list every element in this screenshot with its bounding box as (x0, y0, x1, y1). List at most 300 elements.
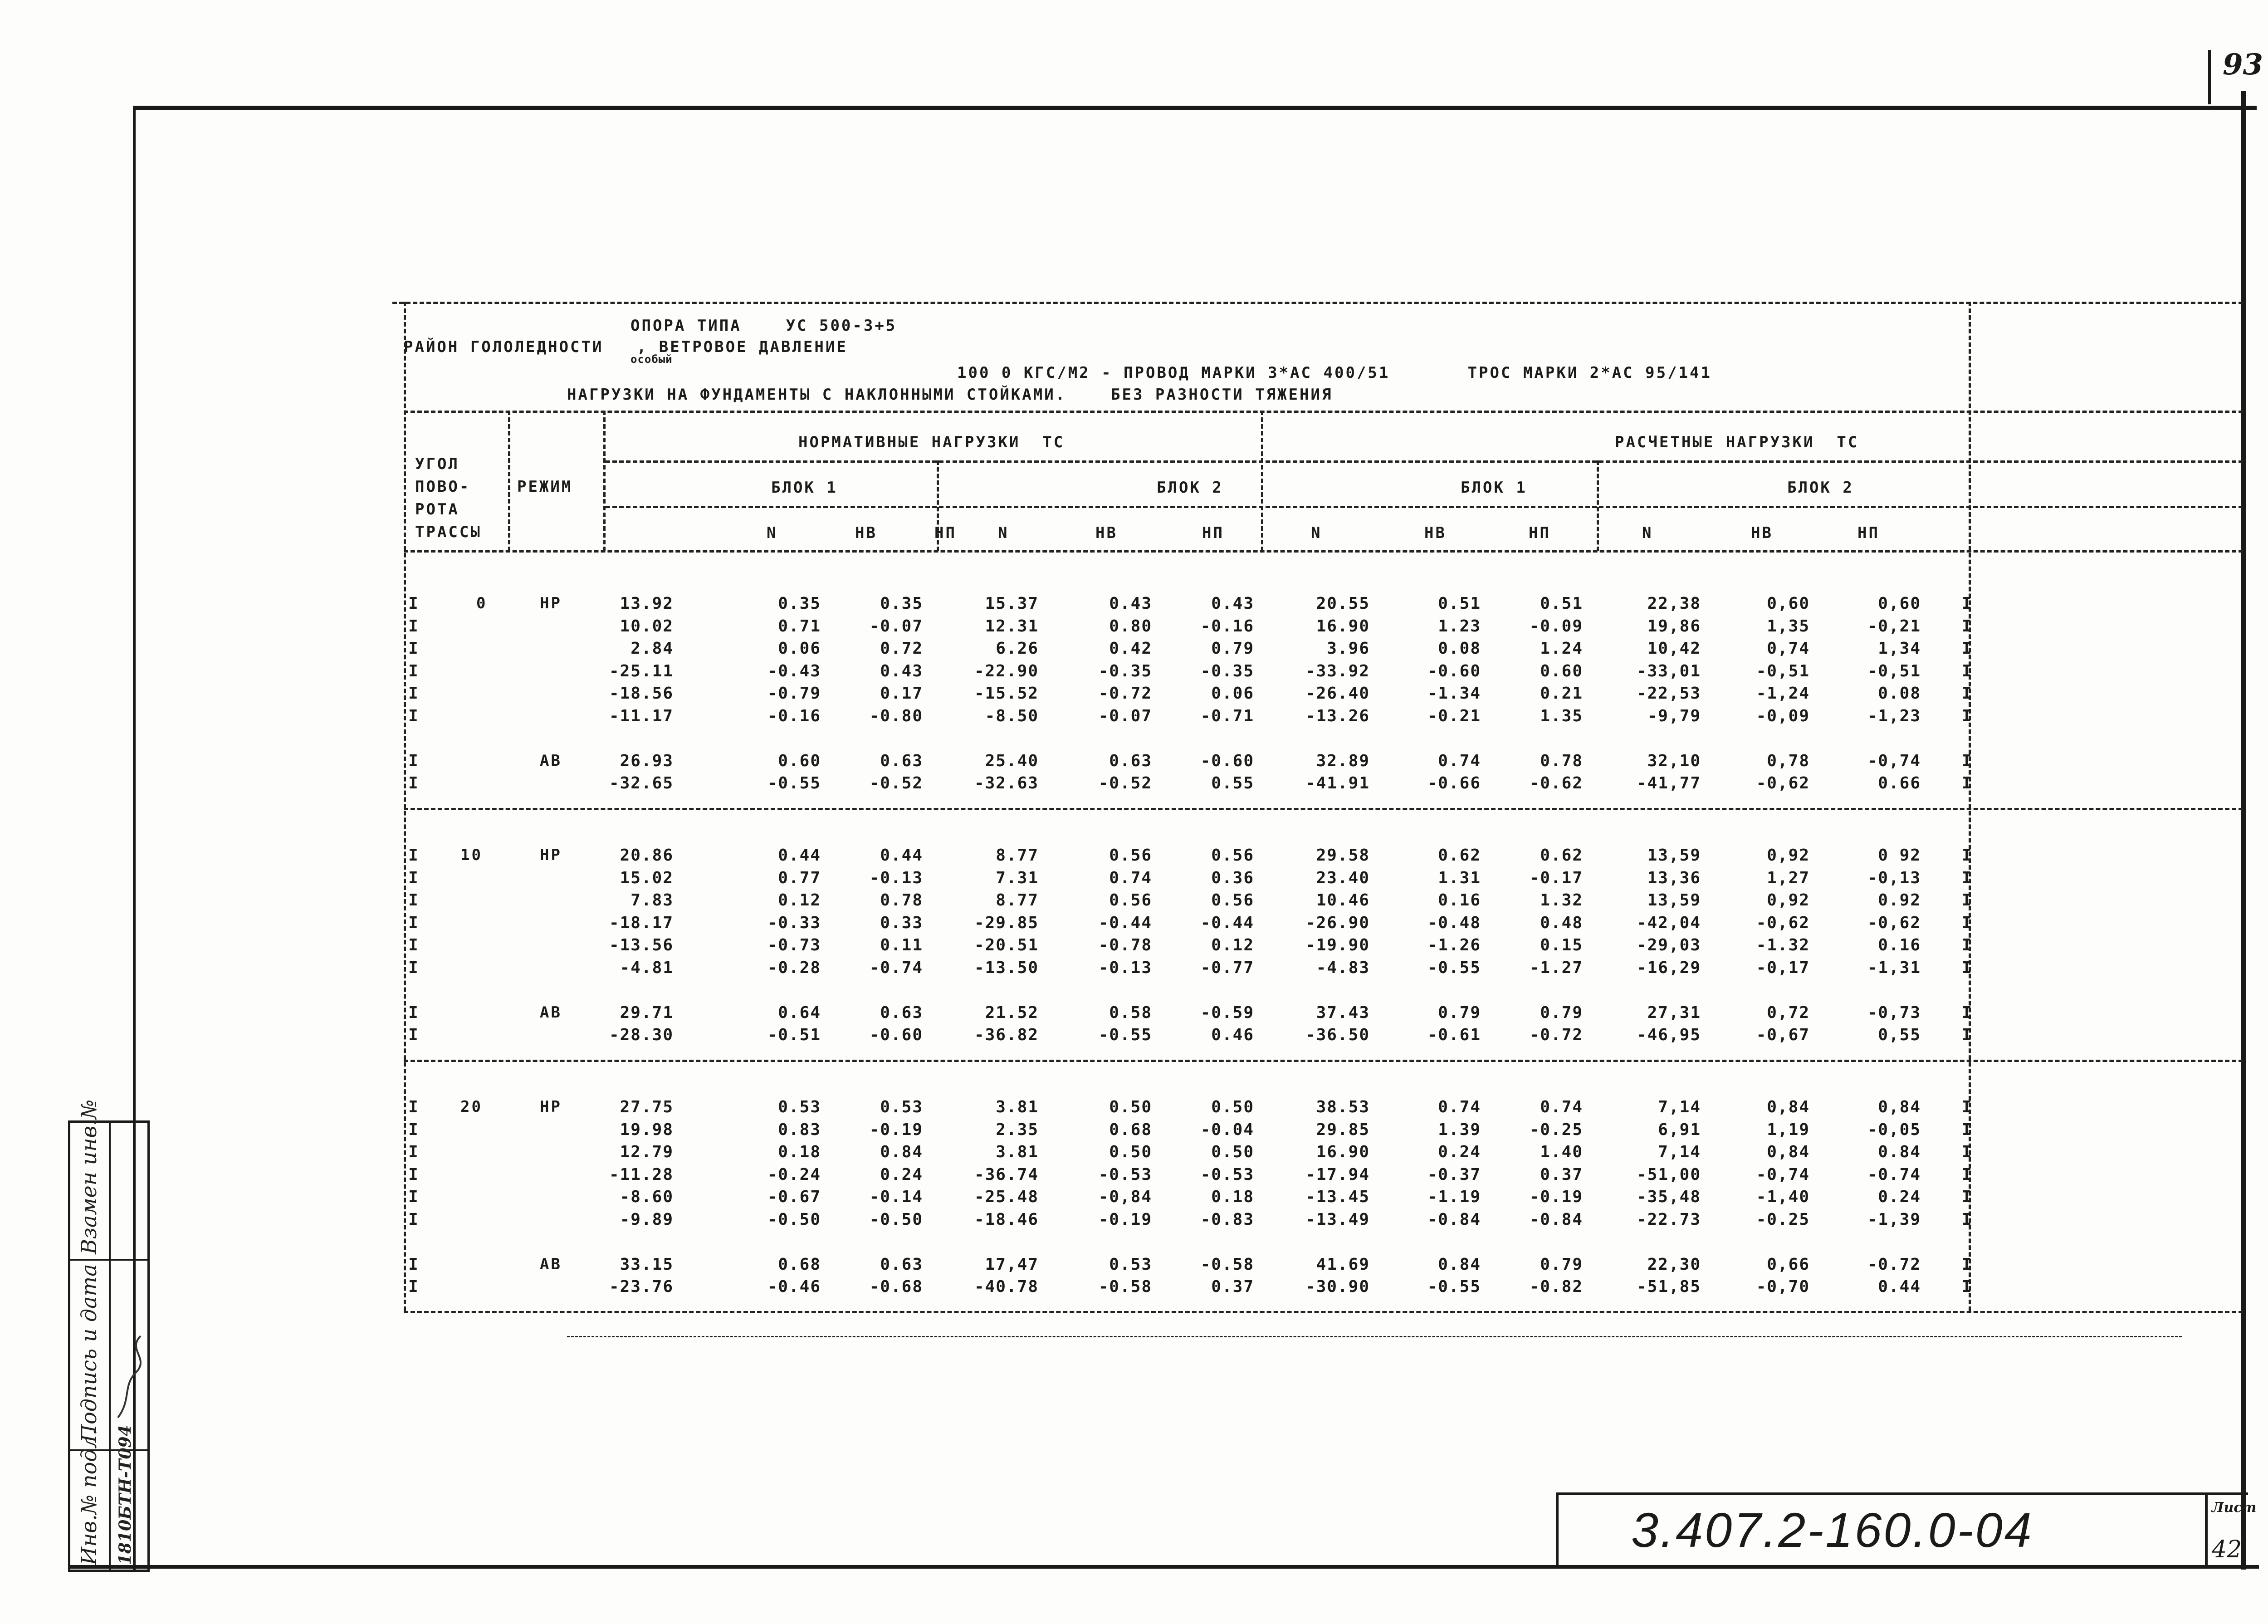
table-cell: -0.52 (869, 774, 923, 792)
table-cell: 16.90 (1316, 616, 1370, 636)
table-cell: 32.89 (1316, 751, 1370, 770)
normative-loads-header: НОРМАТИВНЫЕ НАГРУЗКИ ТС (798, 433, 1065, 451)
table-cell: 26.93 (620, 751, 674, 770)
table-cell: 15.37 (985, 594, 1039, 613)
table-cell: 0,84 (1767, 1143, 1810, 1161)
angle-value: 10 (460, 846, 483, 864)
table-cell: 1,27 (1767, 868, 1810, 887)
table-cell: -0,74 (1867, 751, 1921, 770)
table-cell: 0.16 (1438, 891, 1481, 910)
angle-header-1: УГОЛ (415, 455, 459, 473)
table-cell: 0.66 (1878, 774, 1921, 792)
table-cell: -1.27 (1529, 958, 1583, 977)
table-cell: 1,19 (1767, 1120, 1810, 1139)
table-cell: 0.24 (880, 1165, 923, 1184)
table-cell: -0.60 (869, 1026, 923, 1044)
table-cell: 1.40 (1540, 1143, 1583, 1161)
table-cell: 0.24 (1878, 1188, 1921, 1206)
group-separator (404, 808, 2243, 810)
row-margin-mark: I (408, 684, 418, 703)
table-cell: 0.51 (1438, 594, 1481, 613)
header-line-2-note: особый (631, 353, 673, 366)
table-cell: 15.02 (620, 868, 674, 887)
row-margin-mark: I (1962, 958, 1972, 977)
table-cell: 1.32 (1540, 891, 1583, 910)
table-cell: -0,09 (1756, 706, 1810, 725)
table-cell: 6.26 (996, 639, 1039, 658)
table-cell: -33.92 (1305, 661, 1370, 680)
table-cell: 19,86 (1647, 616, 1701, 636)
table-cell: 22,30 (1647, 1255, 1701, 1274)
col-header-9: НП (1529, 524, 1551, 542)
table-cell: -0.37 (1427, 1165, 1481, 1184)
table-cell: -0.44 (1200, 913, 1254, 932)
table-cell: 0.24 (1438, 1143, 1481, 1161)
table-cell: 8.77 (996, 891, 1039, 910)
table-cell: 38.53 (1316, 1098, 1370, 1116)
table-cell: 0.78 (880, 891, 923, 910)
table-cell: -30.90 (1305, 1277, 1370, 1296)
table-cell: -1,40 (1756, 1188, 1810, 1206)
table-cell: 0.53 (778, 1098, 821, 1116)
table-cell: 0,60 (1767, 594, 1810, 613)
table-cell: -36.50 (1305, 1026, 1370, 1044)
table-cell: 7.31 (996, 868, 1039, 887)
table-cell: 0.53 (880, 1098, 923, 1116)
group-header-rule (606, 460, 2243, 463)
row-margin-mark: I (1962, 594, 1972, 613)
row-margin-mark: I (1962, 1210, 1972, 1229)
table-cell: 20.55 (1316, 594, 1370, 613)
signature-scribble (113, 1331, 145, 1422)
table-cell: 0.51 (1540, 594, 1583, 613)
row-margin-mark: I (408, 639, 418, 658)
table-cell: -1,31 (1867, 958, 1921, 977)
row-margin-mark: I (408, 774, 418, 792)
table-cell: 13,36 (1647, 868, 1701, 887)
table-cell: 0.63 (880, 751, 923, 770)
table-cell: -0.58 (1200, 1255, 1254, 1274)
table-cell: -29,03 (1636, 936, 1701, 954)
table-cell: -0.74 (1867, 1165, 1921, 1184)
row-margin-mark: I (1962, 1165, 1972, 1184)
table-cell: 13.92 (620, 594, 674, 613)
table-cell: 0.58 (1109, 1003, 1152, 1022)
page-number: 42 (2212, 1536, 2242, 1563)
table-cell: 0.62 (1438, 846, 1481, 865)
angle-header-3: РОТА (415, 500, 459, 519)
table-cell: -22.73 (1636, 1210, 1701, 1229)
mode-col-rule (603, 411, 606, 551)
stamp-divider (2205, 1495, 2208, 1568)
table-cell: -13.26 (1305, 706, 1370, 725)
row-margin-mark: I (408, 958, 418, 977)
col-header-bottom-rule (404, 550, 2243, 553)
table-cell: 0.12 (1211, 936, 1254, 954)
table-cell: -20.51 (974, 936, 1039, 954)
table-cell: -8.60 (620, 1188, 674, 1206)
table-cell: 0.17 (880, 684, 923, 703)
table-cell: 0,74 (1767, 639, 1810, 658)
table-cell: 0,84 (1767, 1098, 1810, 1116)
table-cell: 0.35 (880, 594, 923, 613)
table-cell: 0.06 (778, 639, 821, 658)
table-cell: -36.74 (974, 1165, 1039, 1184)
table-cell: -0.55 (1098, 1026, 1152, 1044)
normative-block2-header: БЛОК 2 (1157, 479, 1223, 497)
table-cell: 29.71 (620, 1003, 674, 1022)
table-cell: -13.56 (609, 936, 674, 954)
table-cell: -0,51 (1867, 661, 1921, 680)
table-cell: -0.13 (1098, 958, 1152, 977)
table-cell: -18.17 (609, 913, 674, 932)
group-separator (404, 1060, 2243, 1062)
table-cell: 0.74 (1540, 1098, 1583, 1116)
table-cell: -0.46 (767, 1277, 821, 1296)
table-cell: 29.85 (1316, 1120, 1370, 1139)
col-header-1: N (767, 524, 778, 542)
table-cell: -0.17 (1529, 868, 1583, 887)
row-margin-mark: I (408, 868, 418, 887)
table-cell: 1.31 (1438, 868, 1481, 887)
table-cell: 1.35 (1540, 706, 1583, 725)
row-margin-mark: I (408, 1143, 418, 1161)
table-cell: 0.21 (1540, 684, 1583, 703)
table-cell: 0.63 (880, 1003, 923, 1022)
table-cell: -0.83 (1200, 1210, 1254, 1229)
table-cell: 0.79 (1540, 1003, 1583, 1022)
table-cell: 33.15 (620, 1255, 674, 1274)
table-cell: 2.35 (996, 1120, 1039, 1139)
table-cell: -0.48 (1427, 913, 1481, 932)
sheet-number-tick (2208, 50, 2211, 104)
table-cell: 0.83 (778, 1120, 821, 1139)
table-cell: -0.80 (869, 706, 923, 725)
table-cell: 32,10 (1647, 751, 1701, 770)
table-cell: -0.21 (1427, 706, 1481, 725)
table-cell: -18.56 (609, 684, 674, 703)
row-margin-mark: I (1962, 616, 1972, 636)
table-cell: -36.82 (974, 1026, 1039, 1044)
table-cell: -0.43 (767, 661, 821, 680)
table-cell: 0.06 (1211, 684, 1254, 703)
normative-block-rule (937, 460, 939, 551)
side-strip-divider (109, 1123, 111, 1570)
col-header-7: N (1311, 524, 1322, 542)
table-cell: -0.19 (869, 1120, 923, 1139)
mode-value: НР (540, 1098, 562, 1116)
table-cell: -0,84 (1098, 1188, 1152, 1206)
table-cell: -0,21 (1867, 616, 1921, 636)
table-cell: -29.85 (974, 913, 1039, 932)
row-margin-mark: I (1962, 846, 1972, 865)
table-cell: -0.33 (767, 913, 821, 932)
table-cell: -0,13 (1867, 868, 1921, 887)
table-cell: -51,00 (1636, 1165, 1701, 1184)
row-margin-mark: I (408, 1165, 418, 1184)
list-label: Лист (2212, 1500, 2257, 1516)
table-cell: -18.46 (974, 1210, 1039, 1229)
table-cell: -32.63 (974, 774, 1039, 792)
col-header-6: НП (1202, 524, 1224, 542)
table-cell: 0.37 (1540, 1165, 1583, 1184)
table-cell: 0.78 (1540, 751, 1583, 770)
normative-block1-header: БЛОК 1 (771, 479, 838, 497)
table-cell: 19.98 (620, 1120, 674, 1139)
table-cell: -0,62 (1867, 913, 1921, 932)
table-cell: 0.62 (1540, 846, 1583, 865)
table-cell: -23.76 (609, 1277, 674, 1296)
table-cell: 27.75 (620, 1098, 674, 1116)
table-cell: -33,01 (1636, 661, 1701, 680)
table-cell: -13.45 (1305, 1188, 1370, 1206)
table-cell: 0.72 (880, 639, 923, 658)
table-cell: -0.28 (767, 958, 821, 977)
side-strip-row-divider (70, 1259, 147, 1261)
table-cell: -0.60 (1200, 751, 1254, 770)
table-cell: -0.71 (1200, 706, 1254, 725)
replace-inv-label: Взамен инв.№ (77, 1099, 101, 1254)
row-margin-mark: I (1962, 1143, 1972, 1161)
table-cell: -0.25 (1756, 1210, 1810, 1229)
table-cell: 0.46 (1211, 1026, 1254, 1044)
table-cell: 0.50 (1109, 1098, 1152, 1116)
table-cell: -1.32 (1756, 936, 1810, 954)
table-cell: -40.78 (974, 1277, 1039, 1296)
table-cell: -0.24 (767, 1165, 821, 1184)
table-cell: 0.79 (1211, 639, 1254, 658)
table-cell: -0.35 (1098, 661, 1152, 680)
table-cell: -0.53 (1098, 1165, 1152, 1184)
table-cell: -0.51 (767, 1026, 821, 1044)
table-cell: 0.44 (1878, 1277, 1921, 1296)
table-cell: 12.31 (985, 616, 1039, 636)
table-cell: 0.33 (880, 913, 923, 932)
sign-date-label: Подпись и дата (77, 1264, 101, 1443)
inv-no-label: Инв.№ подл. (77, 1428, 101, 1565)
table-cell: 0.42 (1109, 639, 1152, 658)
table-cell: 0.56 (1109, 891, 1152, 910)
row-margin-mark: I (408, 891, 418, 910)
table-cell: -0.13 (869, 868, 923, 887)
row-margin-mark: I (1962, 684, 1972, 703)
table-cell: -0,70 (1756, 1277, 1810, 1296)
table-bottom-rule (404, 1311, 2243, 1313)
table-cell: 20.86 (620, 846, 674, 865)
table-cell: -0.35 (1200, 661, 1254, 680)
row-margin-mark: I (1962, 868, 1972, 887)
table-cell: -0.62 (1529, 774, 1583, 792)
table-cell: 0.15 (1540, 936, 1583, 954)
row-margin-mark: I (408, 661, 418, 680)
table-cell: -8.50 (985, 706, 1039, 725)
table-cell: 0.79 (1438, 1003, 1481, 1022)
table-cell: 17,47 (985, 1255, 1039, 1274)
table-left-rule (404, 302, 406, 1311)
row-margin-mark: I (408, 751, 418, 770)
row-margin-mark: I (408, 1003, 418, 1022)
table-cell: -0,67 (1756, 1026, 1810, 1044)
table-cell: -0.73 (767, 936, 821, 954)
table-cell: -0.84 (1427, 1210, 1481, 1229)
table-cell: -0.82 (1529, 1277, 1583, 1296)
table-cell: -11.28 (609, 1165, 674, 1184)
row-margin-mark: I (1962, 1026, 1972, 1044)
table-cell: -0.72 (1867, 1255, 1921, 1274)
table-cell: -0.50 (767, 1210, 821, 1229)
table-cell: -0,62 (1756, 913, 1810, 932)
table-cell: 0.48 (1540, 913, 1583, 932)
table-cell: -0.59 (1200, 1003, 1254, 1022)
table-cell: 21.52 (985, 1003, 1039, 1022)
table-cell: 41.69 (1316, 1255, 1370, 1274)
table-cell: -0,51 (1756, 661, 1810, 680)
row-margin-mark: I (1962, 706, 1972, 725)
side-stamp-strip (68, 1099, 150, 1572)
table-cell: 0.35 (778, 594, 821, 613)
table-cell: -13.49 (1305, 1210, 1370, 1229)
table-cell: 0.50 (1109, 1143, 1152, 1161)
design-block2-header: БЛОК 2 (1787, 479, 1854, 497)
table-cell: -0.07 (869, 616, 923, 636)
table-cell: 0.53 (1109, 1255, 1152, 1274)
table-cell: 7,14 (1658, 1143, 1701, 1161)
table-cell: -51,85 (1636, 1277, 1701, 1296)
table-cell: -15.52 (974, 684, 1039, 703)
row-margin-mark: I (1962, 1120, 1972, 1139)
sheet-number: 93 (2223, 48, 2263, 82)
table-cell: -46,95 (1636, 1026, 1701, 1044)
row-margin-mark: I (1962, 913, 1972, 932)
row-margin-mark: I (408, 594, 418, 613)
row-margin-mark: I (408, 1026, 418, 1044)
row-margin-mark: I (1962, 639, 1972, 658)
table-cell: 0.84 (1438, 1255, 1481, 1274)
table-cell: -9.89 (620, 1210, 674, 1229)
mode-header: РЕЖИМ (517, 478, 573, 496)
row-margin-mark: I (1962, 751, 1972, 770)
table-cell: 10,42 (1647, 639, 1701, 658)
row-margin-mark: I (1962, 1277, 1972, 1296)
table-cell: 0.68 (778, 1255, 821, 1274)
table-cell: 27,31 (1647, 1003, 1701, 1022)
table-cell: 13,59 (1647, 891, 1701, 910)
table-cell: 0.64 (778, 1003, 821, 1022)
table-cell: 0.84 (880, 1143, 923, 1161)
frame-right-border (2241, 91, 2246, 1570)
table-cell: 0.63 (880, 1255, 923, 1274)
table-cell: -0.67 (767, 1188, 821, 1206)
table-cell: -0.09 (1529, 616, 1583, 636)
table-cell: 0.36 (1211, 868, 1254, 887)
table-cell: -0.79 (767, 684, 821, 703)
table-cell: -0.72 (1098, 684, 1152, 703)
table-cell: -0.16 (767, 706, 821, 725)
table-cell: -1.26 (1427, 936, 1481, 954)
table-cell: 0.74 (1438, 751, 1481, 770)
angle-value: 0 (476, 594, 488, 612)
design-loads-header: РАСЧЕТНЫЕ НАГРУЗКИ ТС (1615, 433, 1859, 451)
row-margin-mark: I (408, 1255, 418, 1274)
table-cell: 1,35 (1767, 616, 1810, 636)
table-cell: -0.44 (1098, 913, 1152, 932)
table-cell: -0.84 (1529, 1210, 1583, 1229)
table-cell: -0.50 (869, 1210, 923, 1229)
table-cell: 0.56 (1109, 846, 1152, 865)
table-cell: 1.24 (1540, 639, 1583, 658)
table-cell: -0.78 (1098, 936, 1152, 954)
table-cell: 0,66 (1767, 1255, 1810, 1274)
table-cell: 0.55 (1211, 774, 1254, 792)
row-margin-mark: I (1962, 936, 1972, 954)
col-header-10: N (1642, 524, 1653, 542)
row-margin-mark: I (408, 913, 418, 932)
table-cell: -0.66 (1427, 774, 1481, 792)
mode-value: АВ (540, 751, 562, 770)
table-cell: -22.90 (974, 661, 1039, 680)
row-margin-mark: I (1962, 661, 1972, 680)
table-cell: 0.56 (1211, 846, 1254, 865)
table-cell: 0,60 (1878, 594, 1921, 613)
table-cell: 3.81 (996, 1098, 1039, 1116)
table-cell: 0.74 (1438, 1098, 1481, 1116)
table-cell: -0.60 (1427, 661, 1481, 680)
table-cell: -0.74 (869, 958, 923, 977)
table-cell: -0,17 (1756, 958, 1810, 977)
block-header-rule (606, 506, 2243, 508)
angle-value: 20 (460, 1098, 483, 1116)
table-cell: 1.23 (1438, 616, 1481, 636)
mode-value: НР (540, 846, 562, 864)
table-cell: -1.19 (1427, 1188, 1481, 1206)
table-cell: -26.40 (1305, 684, 1370, 703)
table-cell: 0,92 (1767, 846, 1810, 865)
normative-design-rule (1261, 411, 1263, 551)
row-margin-mark: I (1962, 1098, 1972, 1116)
table-cell: 6,91 (1658, 1120, 1701, 1139)
header-line-2: РАЙОН ГОЛОЛЕДНОСТИ , ВЕТРОВОЕ ДАВЛЕНИЕ (404, 338, 848, 356)
table-cell: -0.19 (1098, 1210, 1152, 1229)
col-header-8: НВ (1424, 524, 1447, 542)
table-cell: 1.39 (1438, 1120, 1481, 1139)
angle-header-4: ТРАССЫ (415, 523, 482, 541)
table-cell: 29.58 (1316, 846, 1370, 865)
table-cell: -0.61 (1427, 1026, 1481, 1044)
inv-no-value: 1810БТН-Т094 (116, 1425, 135, 1565)
table-cell: 0 92 (1878, 846, 1921, 865)
header-line-1: ОПОРА ТИПА УС 500-3+5 (631, 317, 897, 335)
table-cell: -1,39 (1867, 1210, 1921, 1229)
table-cell: 0.12 (778, 891, 821, 910)
table-cell: 1,34 (1878, 639, 1921, 658)
table-cell: 22,38 (1647, 594, 1701, 613)
table-cell: 0.71 (778, 616, 821, 636)
table-cell: 10.46 (1316, 891, 1370, 910)
table-cell: 0.44 (880, 846, 923, 865)
table-cell: 0.08 (1878, 684, 1921, 703)
row-margin-mark: I (408, 1277, 418, 1296)
table-cell: 7,14 (1658, 1098, 1701, 1116)
table-cell: 0,78 (1767, 751, 1810, 770)
table-cell: 10.02 (620, 616, 674, 636)
table-cell: 0,92 (1767, 891, 1810, 910)
table-cell: -4.81 (620, 958, 674, 977)
table-cell: -0.55 (767, 774, 821, 792)
table-cell: -1,23 (1867, 706, 1921, 725)
table-cell: -0.19 (1529, 1188, 1583, 1206)
table-cell: 0.37 (1211, 1277, 1254, 1296)
table-cell: -0.04 (1200, 1120, 1254, 1139)
